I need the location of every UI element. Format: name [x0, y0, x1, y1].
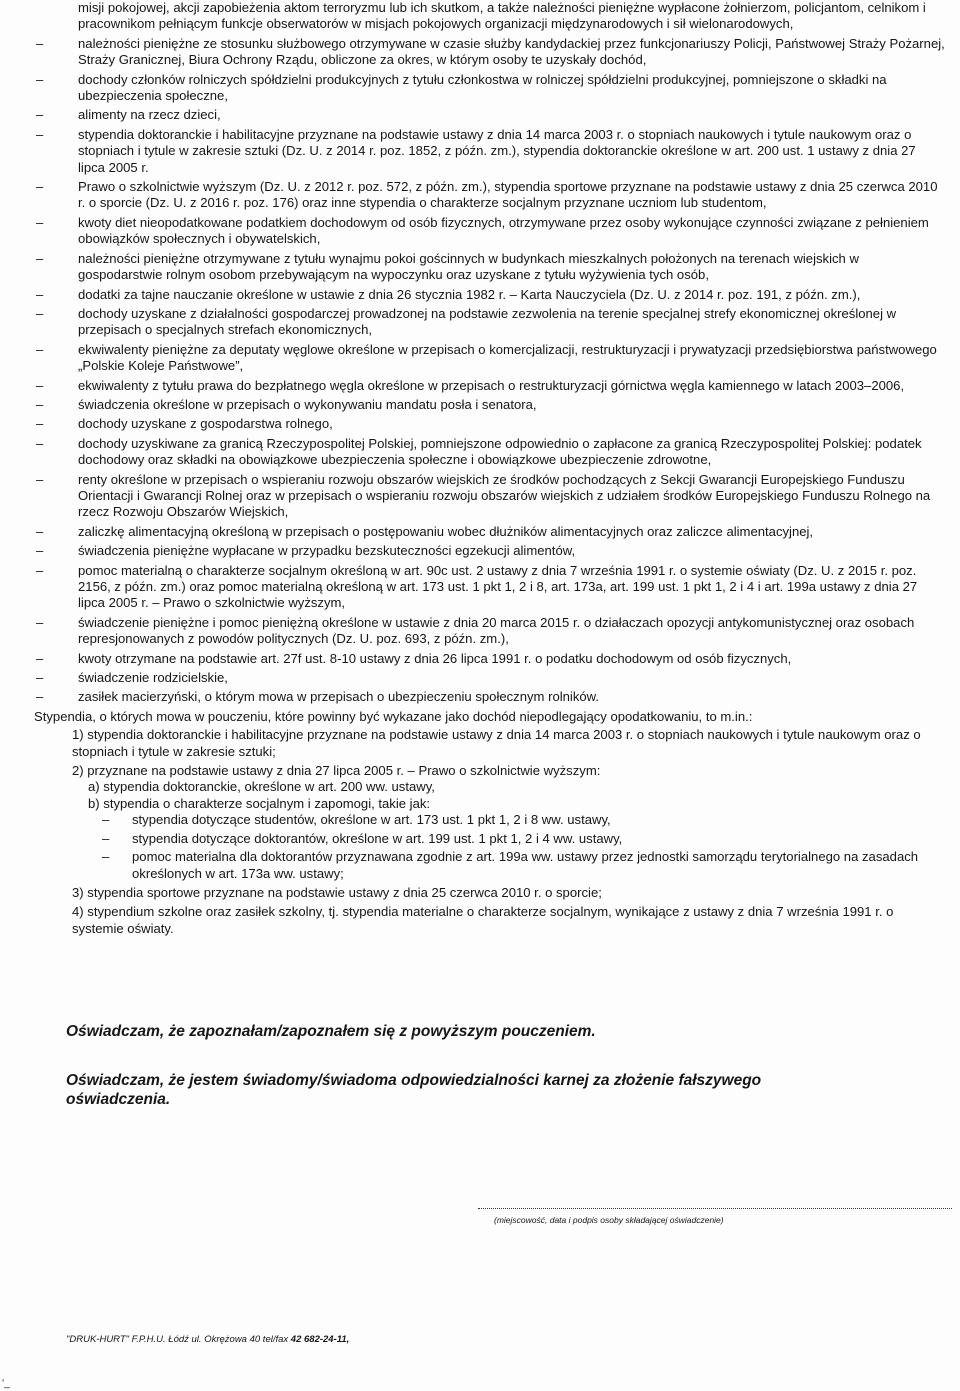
numbered-item-text: 3) stypendia sportowe przyznane na podstawie ustawy z dnia 25 czerwca 2010 r. o sporcie; [72, 884, 602, 900]
instruction-text [34, 0, 946, 940]
signature-line [478, 1208, 952, 1209]
list-item: – alimenty na rzecz dzieci, [34, 107, 946, 123]
printer-name: "DRUK-HURT" F.P.H.U. Łódź ul. Okrężowa 40 tel/fax [66, 1334, 291, 1345]
declaration-liability: Oświadczam, że jestem świadomy/świadoma odpowiedzialności karnej za złożenie fałszywego oświadczenia. [66, 1072, 762, 1108]
printer-phone: 42 682-24-11, [290, 1334, 350, 1345]
numbered-item-text: 4) stypendium szkolne oraz zasiłek szkolny, tj. stypendia materialne o charakterze socjalnym, wynikające z ustawy z dnia 7 września 1991 r. o systemie oświaty. [72, 904, 894, 936]
sub-item-a: a) stypendia doktoranckie, określone w art. 200 ww. ustawy, [88, 779, 435, 795]
list-item: – zasiłek macierzyński, o którym mowa w przepisach o ubezpieczeniu społecznym rolników. [34, 689, 946, 705]
list-item: – ekwiwalenty z tytułu prawa do bezpłatnego węgla określone w przepisach o restrukturyzacji górnictwa węgla kamiennego w latach 2003–2006, [34, 378, 946, 394]
list-item: – dochody uzyskane z gospodarstwa rolnego, [34, 416, 946, 432]
list-item: – kwoty otrzymane na podstawie art. 27f ust. 8-10 ustawy z dnia 26 lipca 1991 r. o podatku dochodowym od osób fizycznych, [34, 651, 946, 667]
signature-caption: (miejscowość, data i podpis osoby składającej oświadczenie) [494, 1215, 724, 1225]
sub-list [72, 779, 946, 881]
list-item: – należności pieniężne ze stosunku służbowego otrzymywane w czasie służby kandydackiej przez funkcjonariuszy Policji, Państwowej Straży Pożarnej, Straży Granicznej, Biura Ochrony Rządu, obliczone za okres, w którym osoby te uzyskały dochód, [34, 36, 946, 69]
numbered-item [72, 727, 946, 760]
corner-mark: ‘_ [2, 1378, 10, 1389]
numbered-item-text: 1) stypendia doktoranckie i habilitacyjne przyznane na podstawie ustawy z dnia 14 marca 2003 r. o stopniach naukowych i tytule naukowym oraz o stopniach i tytule w zakresie sztuki; [72, 727, 921, 759]
declaration-read: Oświadczam, że zapoznałam/zapoznałem się z powyższym pouczeniem. [66, 1023, 596, 1040]
list-item: – dochody członków rolniczych spółdzielni produkcyjnych z tytułu członkostwa w rolniczej spółdzielni produkcyjnej, pomniejszone o składki na ubezpieczenia społeczne, [34, 72, 946, 105]
list-item: – należności pieniężne otrzymywane z tytułu wynajmu pokoi gościnnych w budynkach mieszkalnych położonych na terenach wiejskich w gospodarstwie rolnym osobom przebywającym na wypoczynku oraz uzyskane z tytułu wyżywienia tych osób, [34, 251, 946, 284]
list-item: – pomoc materialną o charakterze socjalnym określoną w art. 90c ust. 2 ustawy z dnia 7 września 1991 r. o systemie oświaty (Dz. U. z 2015 r. poz. 2156, z późn. zm.) oraz pomoc materialną określoną w art. 173 ust. 1 pkt 1, 2 i 8, art. 173a, art. 199 ust. 1 pkt 1, 2 i 4 i art. 199a ustawy z dnia 27 lipca 2005 r. – Prawo o szkolnictwie wyższym, [34, 563, 946, 612]
sub-item-b [88, 796, 946, 882]
income-list [34, 36, 946, 706]
numbered-item [72, 885, 946, 901]
list-item: – dochody uzyskane z działalności gospodarczej prowadzonej na podstawie zezwolenia na terenie specjalnej strefy ekonomicznej określonej w przepisach o specjalnych strefach ekonomicznych, [34, 306, 946, 339]
stypendia-list [34, 727, 946, 937]
numbered-item [72, 904, 946, 937]
numbered-item [72, 763, 946, 882]
list-item: – świadczenia pieniężne wypłacane w przypadku bezskuteczności egzekucji alimentów, [34, 543, 946, 559]
sub-dash-list [88, 812, 946, 882]
list-item: – kwoty diet nieopodatkowane podatkiem dochodowym od osób fizycznych, otrzymywane przez osoby wykonujące czynności związane z pełnieniem obowiązków społecznych i obywatelskich, [34, 215, 946, 248]
list-item: – stypendia doktoranckie i habilitacyjne przyznane na podstawie ustawy z dnia 14 marca 2003 r. o stopniach naukowych i tytule naukowym oraz o stopniach i tytule w zakresie sztuki (Dz. U. z 2014 r. poz. 1852, z późn. zm.), stypendia doktoranckie określone w art. 200 ust. 1 ustawy z dnia 27 lipca 2005 r. [34, 127, 946, 176]
list-item: – ekwiwalenty pieniężne za deputaty węglowe określone w przepisach o komercjalizacji, restrukturyzacji i prywatyzacji przedsiębiorstwa państwowego „Polskie Koleje Państwowe”, [34, 342, 946, 375]
numbered-item-text: 2) przyznane na podstawie ustawy z dnia 27 lipca 2005 r. – Prawo o szkolnictwie wyższym: [72, 763, 601, 779]
sub-item-b-text: b) stypendia o charakterze socjalnym i zapomogi, takie jak: [88, 795, 431, 811]
list-item: – renty określone w przepisach o wspieraniu rozwoju obszarów wiejskich ze środków pochodzących z Sekcji Gwarancji Europejskiego Funduszu Orientacji i Gwarancji Rolnej oraz w przepisach o wspieraniu rozwoju obszarów wiejskich z udziałem środków Europejskiego Funduszu Rolnego na rzecz Rozwoju Obszarów Wiejskich, [34, 472, 946, 521]
list-item: – świadczenie rodzicielskie, [34, 670, 946, 686]
list-item: – zaliczkę alimentacyjną określoną w przepisach o postępowaniu wobec dłużników alimentacyjnych oraz zaliczce alimentacyjnej, [34, 524, 946, 540]
list-item: – Prawo o szkolnictwie wyższym (Dz. U. z 2012 r. poz. 572, z późn. zm.), stypendia sportowe przyznane na podstawie ustawy z dnia 25 czerwca 2010 r. o sporcie (Dz. U. z 2016 r. poz. 176) oraz inne stypendia o charakterze socjalnym przyznane uczniom lub studentom, [34, 179, 946, 212]
list-item: – stypendia dotyczące studentów, określone w art. 173 ust. 1 pkt 1, 2 i 8 ww. ustawy, [102, 812, 946, 828]
list-item: – stypendia dotyczące doktorantów, określone w art. 199 ust. 1 pkt 1, 2 i 4 ww. ustawy, [102, 831, 946, 847]
stypendia-intro: Stypendia, o których mowa w pouczeniu, które powinny być wykazane jako dochód niepodlegający opodatkowaniu, to m.in.: [34, 708, 753, 724]
list-item: – dodatki za tajne nauczanie określone w ustawie z dnia 26 stycznia 1982 r. – Karta Nauczyciela (Dz. U. z 2014 r. poz. 191, z późn. zm.), [34, 287, 946, 303]
continued-paragraph: misji pokojowej, akcji zapobieżenia aktom terroryzmu lub ich skutkom, a także należności pieniężne wypłacone żołnierzom, policjantom, celnikom i pracownikom pełniącym funkcje obserwatorów w misjach pokojowych organizacji międzynarodowych i sił wielonarodowych, [78, 0, 926, 32]
list-item: – świadczenia określone w przepisach o wykonywaniu mandatu posła i senatora, [34, 397, 946, 413]
list-item: – świadczenie pieniężne i pomoc pieniężną określone w ustawie z dnia 20 marca 2015 r. o działaczach opozycji antykomunistycznej oraz osobach represjonowanych z powodów politycznych (Dz. U. poz. 693, z późn. zm.), [34, 615, 946, 648]
list-item: – pomoc materialna dla doktorantów przyznawana zgodnie z art. 199a ww. ustawy przez jednostki samorządu terytorialnego na zasadach określonych w art. 173a ww. ustawy; [102, 849, 946, 882]
list-item: – dochody uzyskiwane za granicą Rzeczypospolitej Polskiej, pomniejszone odpowiednio o zapłacone za granicą Rzeczypospolitej Polskiej: podatek dochodowy oraz składki na obowiązkowe ubezpieczenia społeczne i obowiązkowe ubezpieczenie zdrowotne, [34, 436, 946, 469]
printer-footer [66, 1334, 349, 1345]
